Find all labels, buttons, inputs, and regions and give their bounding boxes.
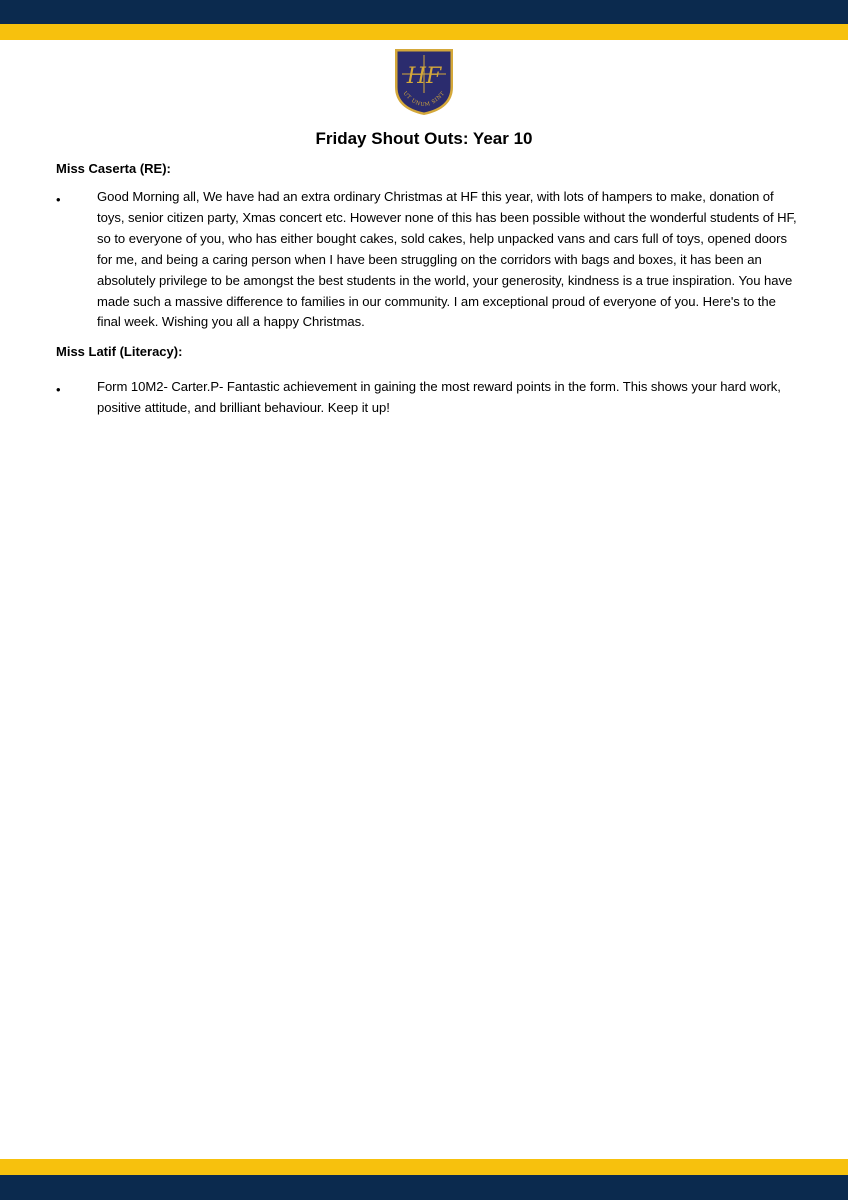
crest-monogram: HF bbox=[406, 64, 442, 89]
footer-navy-band bbox=[0, 1175, 848, 1200]
school-crest-logo bbox=[393, 47, 455, 117]
crest-motto: UT UNUM SINT bbox=[401, 90, 447, 109]
header-gold-band bbox=[0, 24, 848, 40]
shout-out-text-caserta: Good Morning all, We have had an extra ordinary Christmas at HF this year, with lots of hampers to make, donation of toys, senior citizen party, Xmas concert etc. However none of this has been possible without the wonderful students of HF, so to everyone of you, who has either bought cakes, sold cakes, help unpacked vans and cars full of toys, opened doors for me, and being a caring person when I have been struggling on the corridors with bags and boxes, it has been an absolutely privilege to be amongst the best students in the world, your generosity, kindness is a true inspiration. You have made such a massive difference to families in our community. I am exceptional proud of everyone of you. Here's to the final week. Wishing you all a happy Christmas. bbox=[97, 189, 797, 330]
section-heading-latif: Miss Latif (Literacy): bbox=[56, 344, 183, 359]
list-bullet: • bbox=[56, 382, 61, 397]
page-title: Friday Shout Outs: Year 10 bbox=[315, 129, 533, 148]
list-bullet: • bbox=[56, 192, 61, 207]
header-navy-band bbox=[0, 0, 848, 24]
shout-out-text-latif: Form 10M2- Carter.P- Fantastic achievement in gaining the most reward points in the form. This shows your hard work, positive attitude, and brilliant behaviour. Keep it up! bbox=[97, 379, 781, 415]
section-heading-caserta: Miss Caserta (RE): bbox=[56, 161, 171, 176]
footer-gold-band bbox=[0, 1159, 848, 1175]
